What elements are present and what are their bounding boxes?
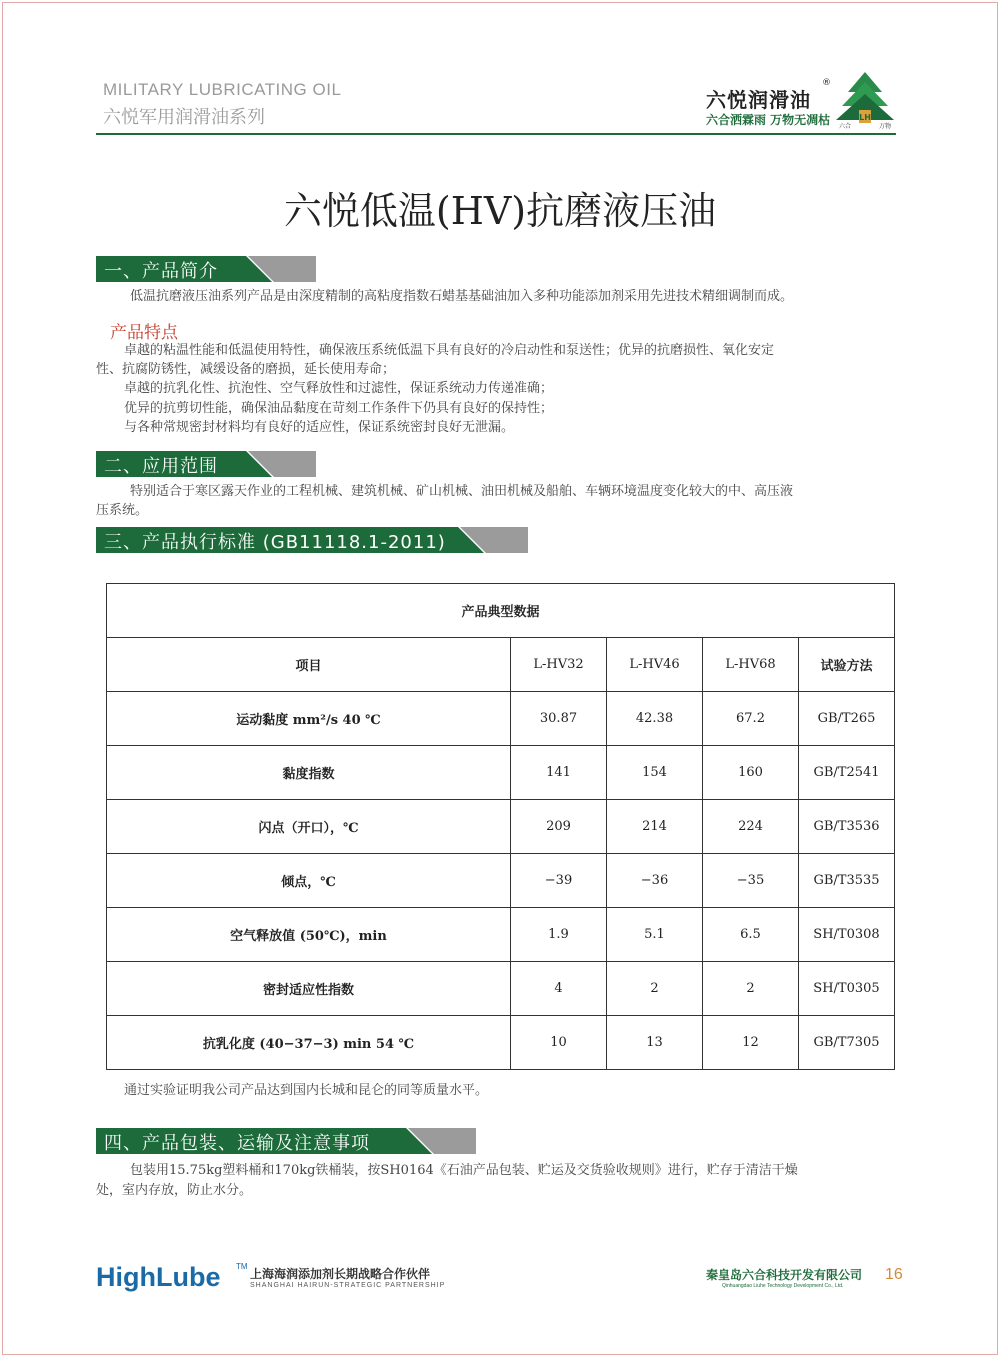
section-heading-intro-label: 一、产品简介 [104,261,218,282]
section-heading-application-label: 二、应用范围 [104,456,218,477]
table-cell: GB/T2541 [799,746,895,800]
feature-line: 卓越的粘温性能和低温使用特性，确保液压系统低温下具有良好的冷启动性和泵送性；优异的抗磨损性、氧化安定 [124,343,775,358]
company-cn: 秦皇岛六合科技开发有限公司 [706,1268,863,1282]
table-cell: 224 [703,800,799,854]
table-row [107,908,895,962]
typical-data-table [106,583,895,1070]
brand-name: 六悦润滑油 [706,88,811,112]
header-cn-title: 六悦军用润滑油系列 [103,107,265,128]
brand-slogan: 六合洒霖雨 万物无凋枯 [706,113,831,127]
header-rule [96,133,896,135]
feature-line: 与各种常规密封材料均有良好的适应性，保证系统密封良好无泄漏。 [124,420,515,435]
table-cell: 10 [511,1016,607,1070]
table-note: 通过实验证明我公司产品达到国内长城和昆仑的同等质量水平。 [124,1083,489,1098]
table-row [107,1016,895,1070]
company-en: Qinhuangdao Liuhe Technology Development Co., Ltd. [722,1283,844,1289]
packaging-line: 包装用15.75kg塑料桶和170kg铁桶装，按SH0164《石油产品包装、贮运及交货验收规则》进行，贮存于清洁干燥 [130,1163,798,1178]
packaging-line: 处，室内存放，防止水分。 [96,1183,253,1198]
table-cell: 4 [511,962,607,1016]
tree-logo-icon [834,70,896,130]
table-cell: GB/T7305 [799,1016,895,1070]
table-cell: 12 [703,1016,799,1070]
table-cell: 闪点（开口），℃ [107,800,511,854]
table-cell: SH/T0308 [799,908,895,962]
application-line: 特别适合于寒区露天作业的工程机械、建筑机械、矿山机械、油田机械及船舶、车辆环境温度变化较大的中、高压液 [130,484,794,499]
table-cell: 160 [703,746,799,800]
table-cell: 42.38 [607,692,703,746]
feature-line: 性、抗腐防锈性，减缓设备的磨损，延长使用寿命； [96,362,396,377]
section-heading-application [96,451,316,477]
table-cell: −39 [511,854,607,908]
table-row [107,962,895,1016]
header-en-title: MILITARY LUBRICATING OIL [103,80,342,99]
table-cell: 黏度指数 [107,746,511,800]
table-caption: 产品典型数据 [107,584,895,638]
partner-cn: 上海海润添加剂长期战略合作伙伴 [250,1267,431,1281]
table-cell: 214 [607,800,703,854]
table-row [107,800,895,854]
table-cell: 209 [511,800,607,854]
logo-left-text: 六合 [839,123,852,130]
table-cell: −35 [703,854,799,908]
feature-line: 优异的抗剪切性能，确保油品黏度在苛刻工作条件下仍具有良好的保持性； [124,401,554,416]
table-cell: 6.5 [703,908,799,962]
table-cell: 抗乳化度 (40−37−3) min 54 ℃ [107,1016,511,1070]
feature-line: 卓越的抗乳化性、抗泡性、空气释放性和过滤性，保证系统动力传递准确； [124,381,554,396]
table-header-cell: 试验方法 [799,638,895,692]
table-cell: 30.87 [511,692,607,746]
table-cell: 1.9 [511,908,607,962]
table-row [107,854,895,908]
table-row [107,692,895,746]
table-row [107,746,895,800]
table-cell: −36 [607,854,703,908]
logo-right-text: 万物 [879,123,892,130]
brand-registered-mark: ® [822,78,831,88]
table-cell: GB/T265 [799,692,895,746]
table-cell: GB/T3536 [799,800,895,854]
table-header-cell: 项目 [107,638,511,692]
highlube-logo: HighLube [96,1262,221,1292]
features-title: 产品特点 [110,323,178,343]
table-cell: 5.1 [607,908,703,962]
table-cell: GB/T3535 [799,854,895,908]
section-heading-packaging [96,1128,476,1154]
table-header-row [107,638,895,692]
table-cell: 空气释放值 (50℃)，min [107,908,511,962]
section-heading-standard [96,527,528,553]
table-cell: 2 [703,962,799,1016]
section-heading-packaging-label: 四、产品包装、运输及注意事项 [104,1133,370,1154]
logo-mark: LH [859,113,871,122]
table-header-cell: L-HV46 [607,638,703,692]
table-cell: 2 [607,962,703,1016]
section-heading-standard-label: 三、产品执行标准 (GB11118.1-2011) [104,532,446,553]
partner-en: SHANGHAI HAIRUN-STRATEGIC PARTNERSHIP [250,1282,446,1289]
highlube-trademark: TM [236,1262,248,1271]
table-cell: 运动黏度 mm²/s 40 ℃ [107,692,511,746]
page-number: 16 [885,1266,903,1283]
table-header-cell: L-HV68 [703,638,799,692]
page-title: 六悦低温(HV)抗磨液压油 [283,189,717,233]
table-cell: 倾点，℃ [107,854,511,908]
intro-text: 低温抗磨液压油系列产品是由深度精制的高粘度指数石蜡基基础油加入多种功能添加剂采用先进技术精细调制而成。 [130,289,794,304]
table-cell: 67.2 [703,692,799,746]
table-header-cell: L-HV32 [511,638,607,692]
application-line: 压系统。 [96,503,149,518]
section-heading-intro [96,256,316,282]
table-cell: 密封适应性指数 [107,962,511,1016]
table-cell: 13 [607,1016,703,1070]
table-cell: SH/T0305 [799,962,895,1016]
table-cell: 141 [511,746,607,800]
table-cell: 154 [607,746,703,800]
